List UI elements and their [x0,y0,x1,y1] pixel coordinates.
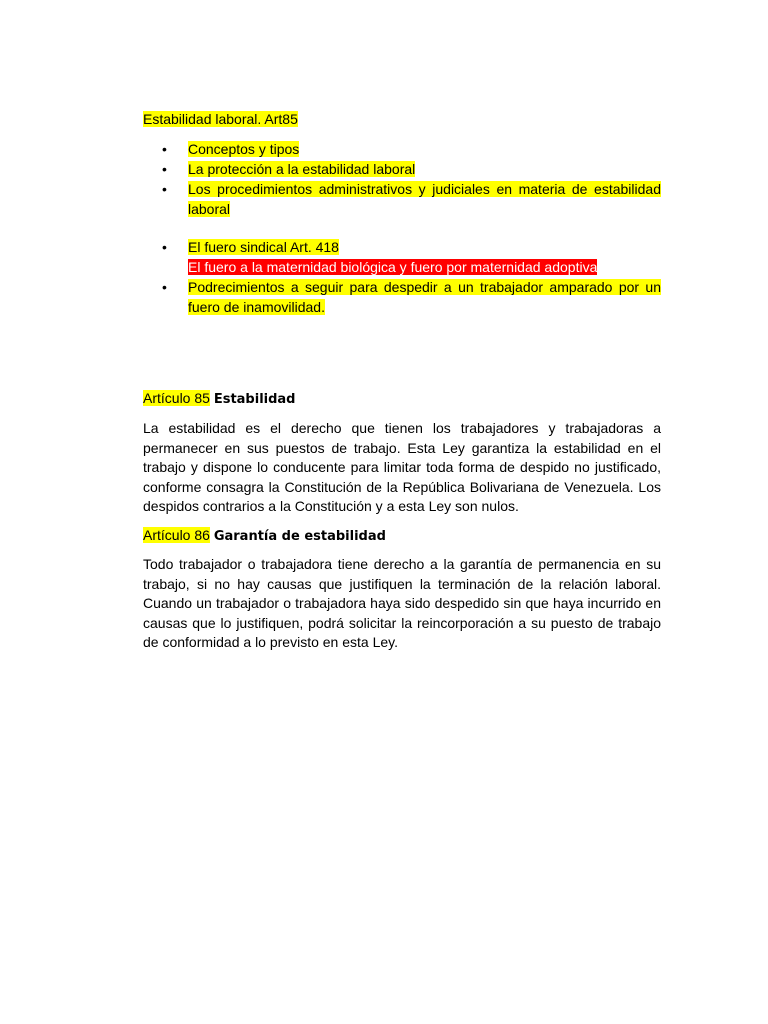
bullet-icon: • [162,239,167,255]
document-heading [143,109,661,129]
bullet-icon: • [162,181,167,197]
article-85-title: Estabilidad [213,392,296,407]
article-86-label: Artículo 86 [143,527,210,543]
heading-text: Estabilidad laboral. Art85 [143,111,298,127]
article-85-label: Artículo 85 [143,390,210,406]
article-85-heading [143,388,661,410]
topic-text: La protección a la estabilidad laboral [188,161,416,177]
list-item [143,277,661,317]
list-item [143,237,661,277]
article-86-body: Todo trabajador o trabajadora tiene derecho a la garantía de permanencia en su trabajo, si no hay causas que justifiquen la terminación de la relación laboral. Cuando un trabajador o trabajadora haya sido despedido sin que haya incurrido en causas que lo justifiquen, podrá solicitar la reincorporación a su puesto de trabajo de conformidad a lo previsto en esta Ley. [143,556,661,651]
topic-subline [188,257,661,277]
article-85-body: La estabilidad es el derecho que tienen los trabajadores y trabajadoras a permanecer en sus puestos de trabajo. Esta Ley garantiza la estabilidad en el trabajo y dispone lo conducente para limitar toda forma de despido no justificado, conforme consagra la Constitución de la República Bolivariana de Venezuela. Los despidos contrarios a la Constitución y a esta Ley son nulos. [143,420,661,515]
topic-text: Conceptos y tipos [188,141,300,157]
topic-text: Los procedimientos administrativos y judiciales en materia de estabilidad laboral [188,181,661,217]
topic-text: El fuero sindical Art. 418 [188,239,339,255]
bullet-icon: • [162,141,167,157]
article-86-heading [143,525,661,547]
bullet-icon: • [162,279,167,295]
document-page [143,109,661,651]
topic-subline-text: El fuero a la maternidad biológica y fuero por maternidad adoptiva [188,259,598,275]
article-86-title: Garantía de estabilidad [213,529,386,544]
topic-list [143,139,661,317]
list-item [143,139,661,159]
list-item [143,179,661,219]
topic-text: Podrecimientos a seguir para despedir a un trabajador amparado por un fuero de inamovilidad. [188,279,661,315]
bullet-icon: • [162,161,167,177]
list-item [143,159,661,179]
